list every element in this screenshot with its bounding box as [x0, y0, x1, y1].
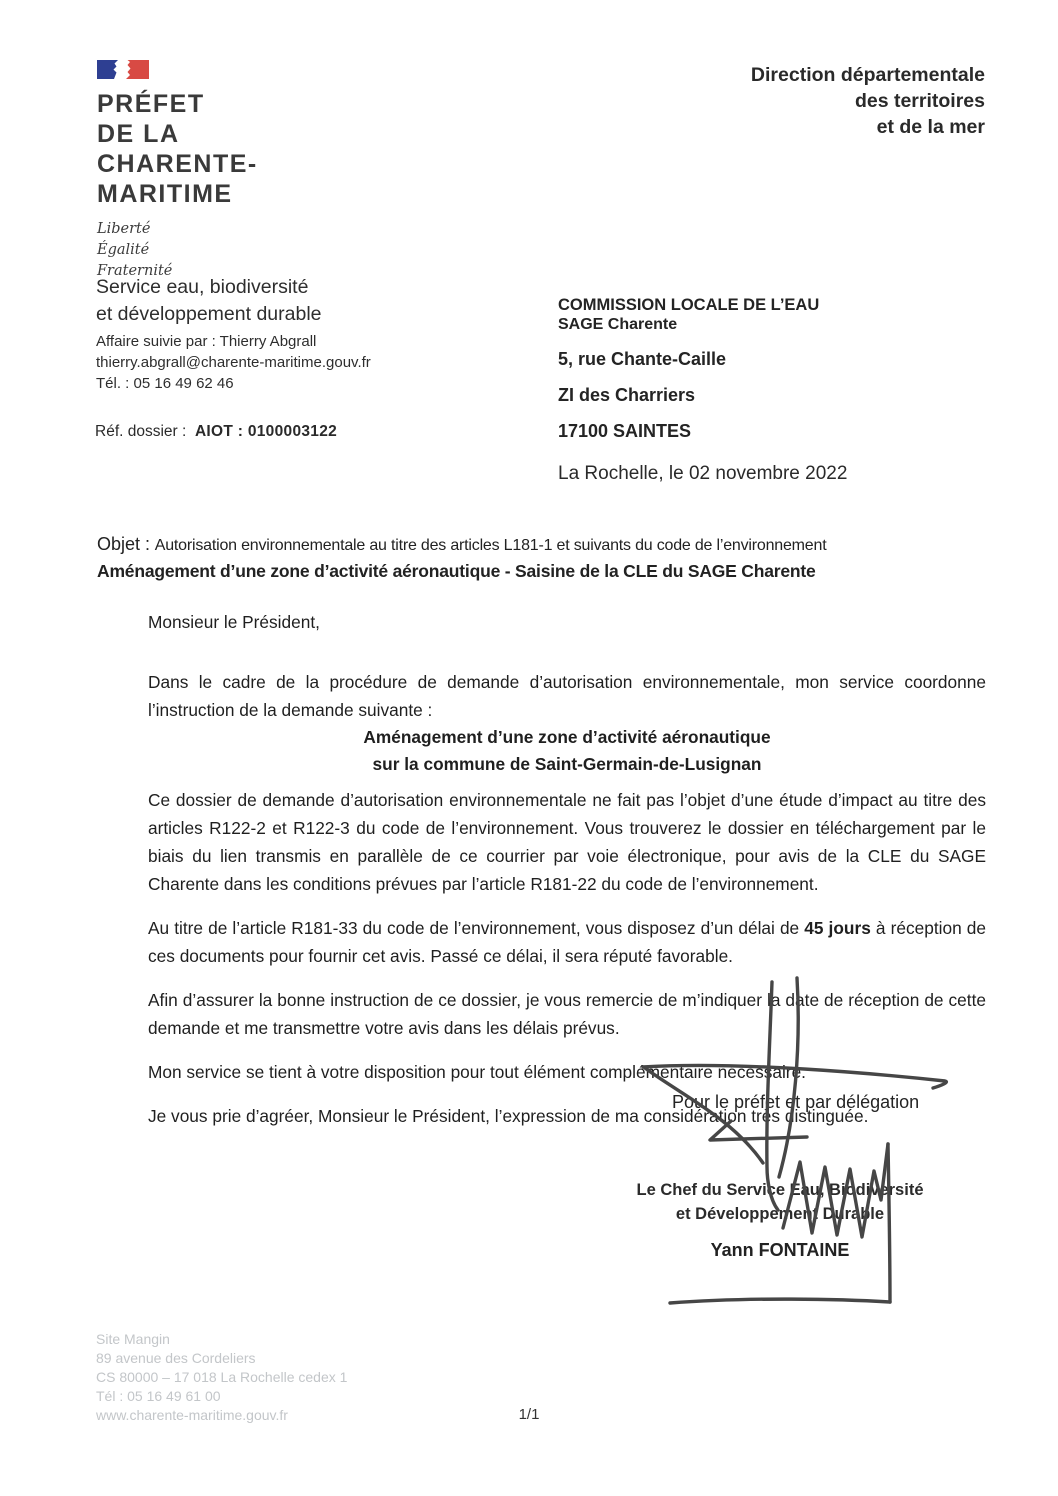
direction-title [565, 62, 985, 140]
footer-line: Site Mangin [96, 1331, 170, 1347]
contact-info [96, 331, 526, 394]
paragraph-3 [148, 914, 986, 970]
service-line: et développement durable [96, 303, 322, 325]
service-name [96, 274, 526, 328]
reference-line [95, 423, 337, 441]
reference-label: Réf. dossier : [95, 423, 187, 440]
paragraph-3-text: à réception de ces documents pour fournir cet avis. Passé ce délai, il sera réputé favorable. [148, 918, 986, 966]
delegation-line: Pour le préfet et par délégation [672, 1092, 920, 1112]
paragraph-3-text: Au titre de l’article R181-33 du code de l’environnement, vous disposez d’un délai de [148, 918, 805, 938]
footer-line: www.charente-maritime.gouv.fr [96, 1407, 288, 1423]
french-flag-icon [97, 60, 149, 79]
recipient-street: 5, rue Chante-Caille [558, 349, 727, 369]
motto-line: Liberté [97, 221, 151, 237]
subject-label: Objet : [97, 534, 151, 554]
paragraph-4: Afin d’assurer la bonne instruction de ce dossier, je vous remercie de m’indiquer la date de réception de cette demande et me transmettre votre avis dans les délais prévus. [148, 990, 986, 1038]
reference-value: AIOT : 0100003122 [194, 423, 338, 440]
closing-formula: Je vous prie d’agréer, Monsieur le Président, l’expression de ma considération très distinguée. [148, 1106, 869, 1126]
date-line: La Rochelle, le 02 novembre 2022 [558, 463, 848, 484]
signatory-title-line: et Développement Durable [675, 1205, 885, 1223]
republic-motto [97, 219, 427, 282]
sender-block [96, 274, 526, 394]
prefect-line: CHARENTE- [97, 150, 258, 178]
prefecture-logo [97, 60, 427, 282]
project-title-line2: sur la commune de Saint-Germain-de-Lusignan [372, 754, 762, 774]
recipient-district: ZI des Charriers [558, 385, 696, 405]
footer-line: Tél : 05 16 49 61 00 [96, 1388, 221, 1404]
motto-line: Fraternité [97, 263, 173, 279]
direction-line: et de la mer [876, 116, 985, 138]
signatory-title-line: Le Chef du Service Eau, Biodiversité [636, 1181, 924, 1199]
signatory-title [630, 1178, 930, 1226]
contact-email: thierry.abgrall@charente-maritime.gouv.fr [96, 354, 371, 371]
subject-block [97, 532, 987, 584]
recipient-block [558, 296, 978, 442]
contact-phone: Tél. : 05 16 49 62 46 [96, 375, 234, 392]
signatory-name: Yann FONTAINE [710, 1240, 850, 1260]
motto-line: Égalité [97, 242, 150, 258]
letter-body [148, 608, 986, 1146]
page-number: 1/1 [518, 1406, 540, 1423]
direction-line: des territoires [854, 90, 985, 112]
delay-highlight: 45 jours [804, 918, 871, 938]
project-title-line1: Aménagement d’une zone d’activité aéronautique [363, 727, 771, 747]
contact-person: Affaire suivie par : Thierry Abgrall [96, 333, 317, 350]
paragraph-5: Mon service se tient à votre disposition pour tout élément complémentaire nécessaire. [148, 1062, 806, 1082]
prefect-line: PRÉFET [97, 90, 205, 118]
recipient-city: 17100 SAINTES [558, 421, 692, 441]
prefect-title [97, 89, 427, 209]
paragraph-1: Dans le cadre de la procédure de demande d’autorisation environnementale, mon service coordonne l’instruction de la demande suivante : [148, 672, 986, 720]
footer-line: 89 avenue des Cordeliers [96, 1350, 256, 1366]
subject-text: Autorisation environnementale au titre des articles L181-1 et suivants du code de l’environnement [154, 537, 827, 554]
direction-line: Direction départementale [750, 64, 985, 86]
recipient-org-sub: SAGE Charente [558, 316, 678, 333]
subject-line2: Aménagement d’une zone d’activité aéronautique - Saisine de la CLE du SAGE Charente [97, 561, 816, 581]
salutation: Monsieur le Président, [148, 612, 320, 632]
footer-line: CS 80000 – 17 018 La Rochelle cedex 1 [96, 1369, 348, 1385]
paragraph-2: Ce dossier de demande d’autorisation environnementale ne fait pas l’objet d’une étude d’impact au titre des articles R122-2 et R122-3 du code de l’environnement. Vous trouverez le dossier en téléchargement par le biais du lien transmis en parallèle de ce courrier par voie électronique, pour avis de la CLE du SAGE Charente dans les conditions prévues par l’article R181-22 du code de l’environnement. [148, 790, 986, 894]
recipient-org: COMMISSION LOCALE DE L’EAU [558, 296, 820, 314]
prefect-line: DE LA [97, 120, 180, 148]
service-line: Service eau, biodiversité [96, 276, 309, 298]
prefect-line: MARITIME [97, 180, 233, 208]
subject-line1 [97, 532, 987, 558]
